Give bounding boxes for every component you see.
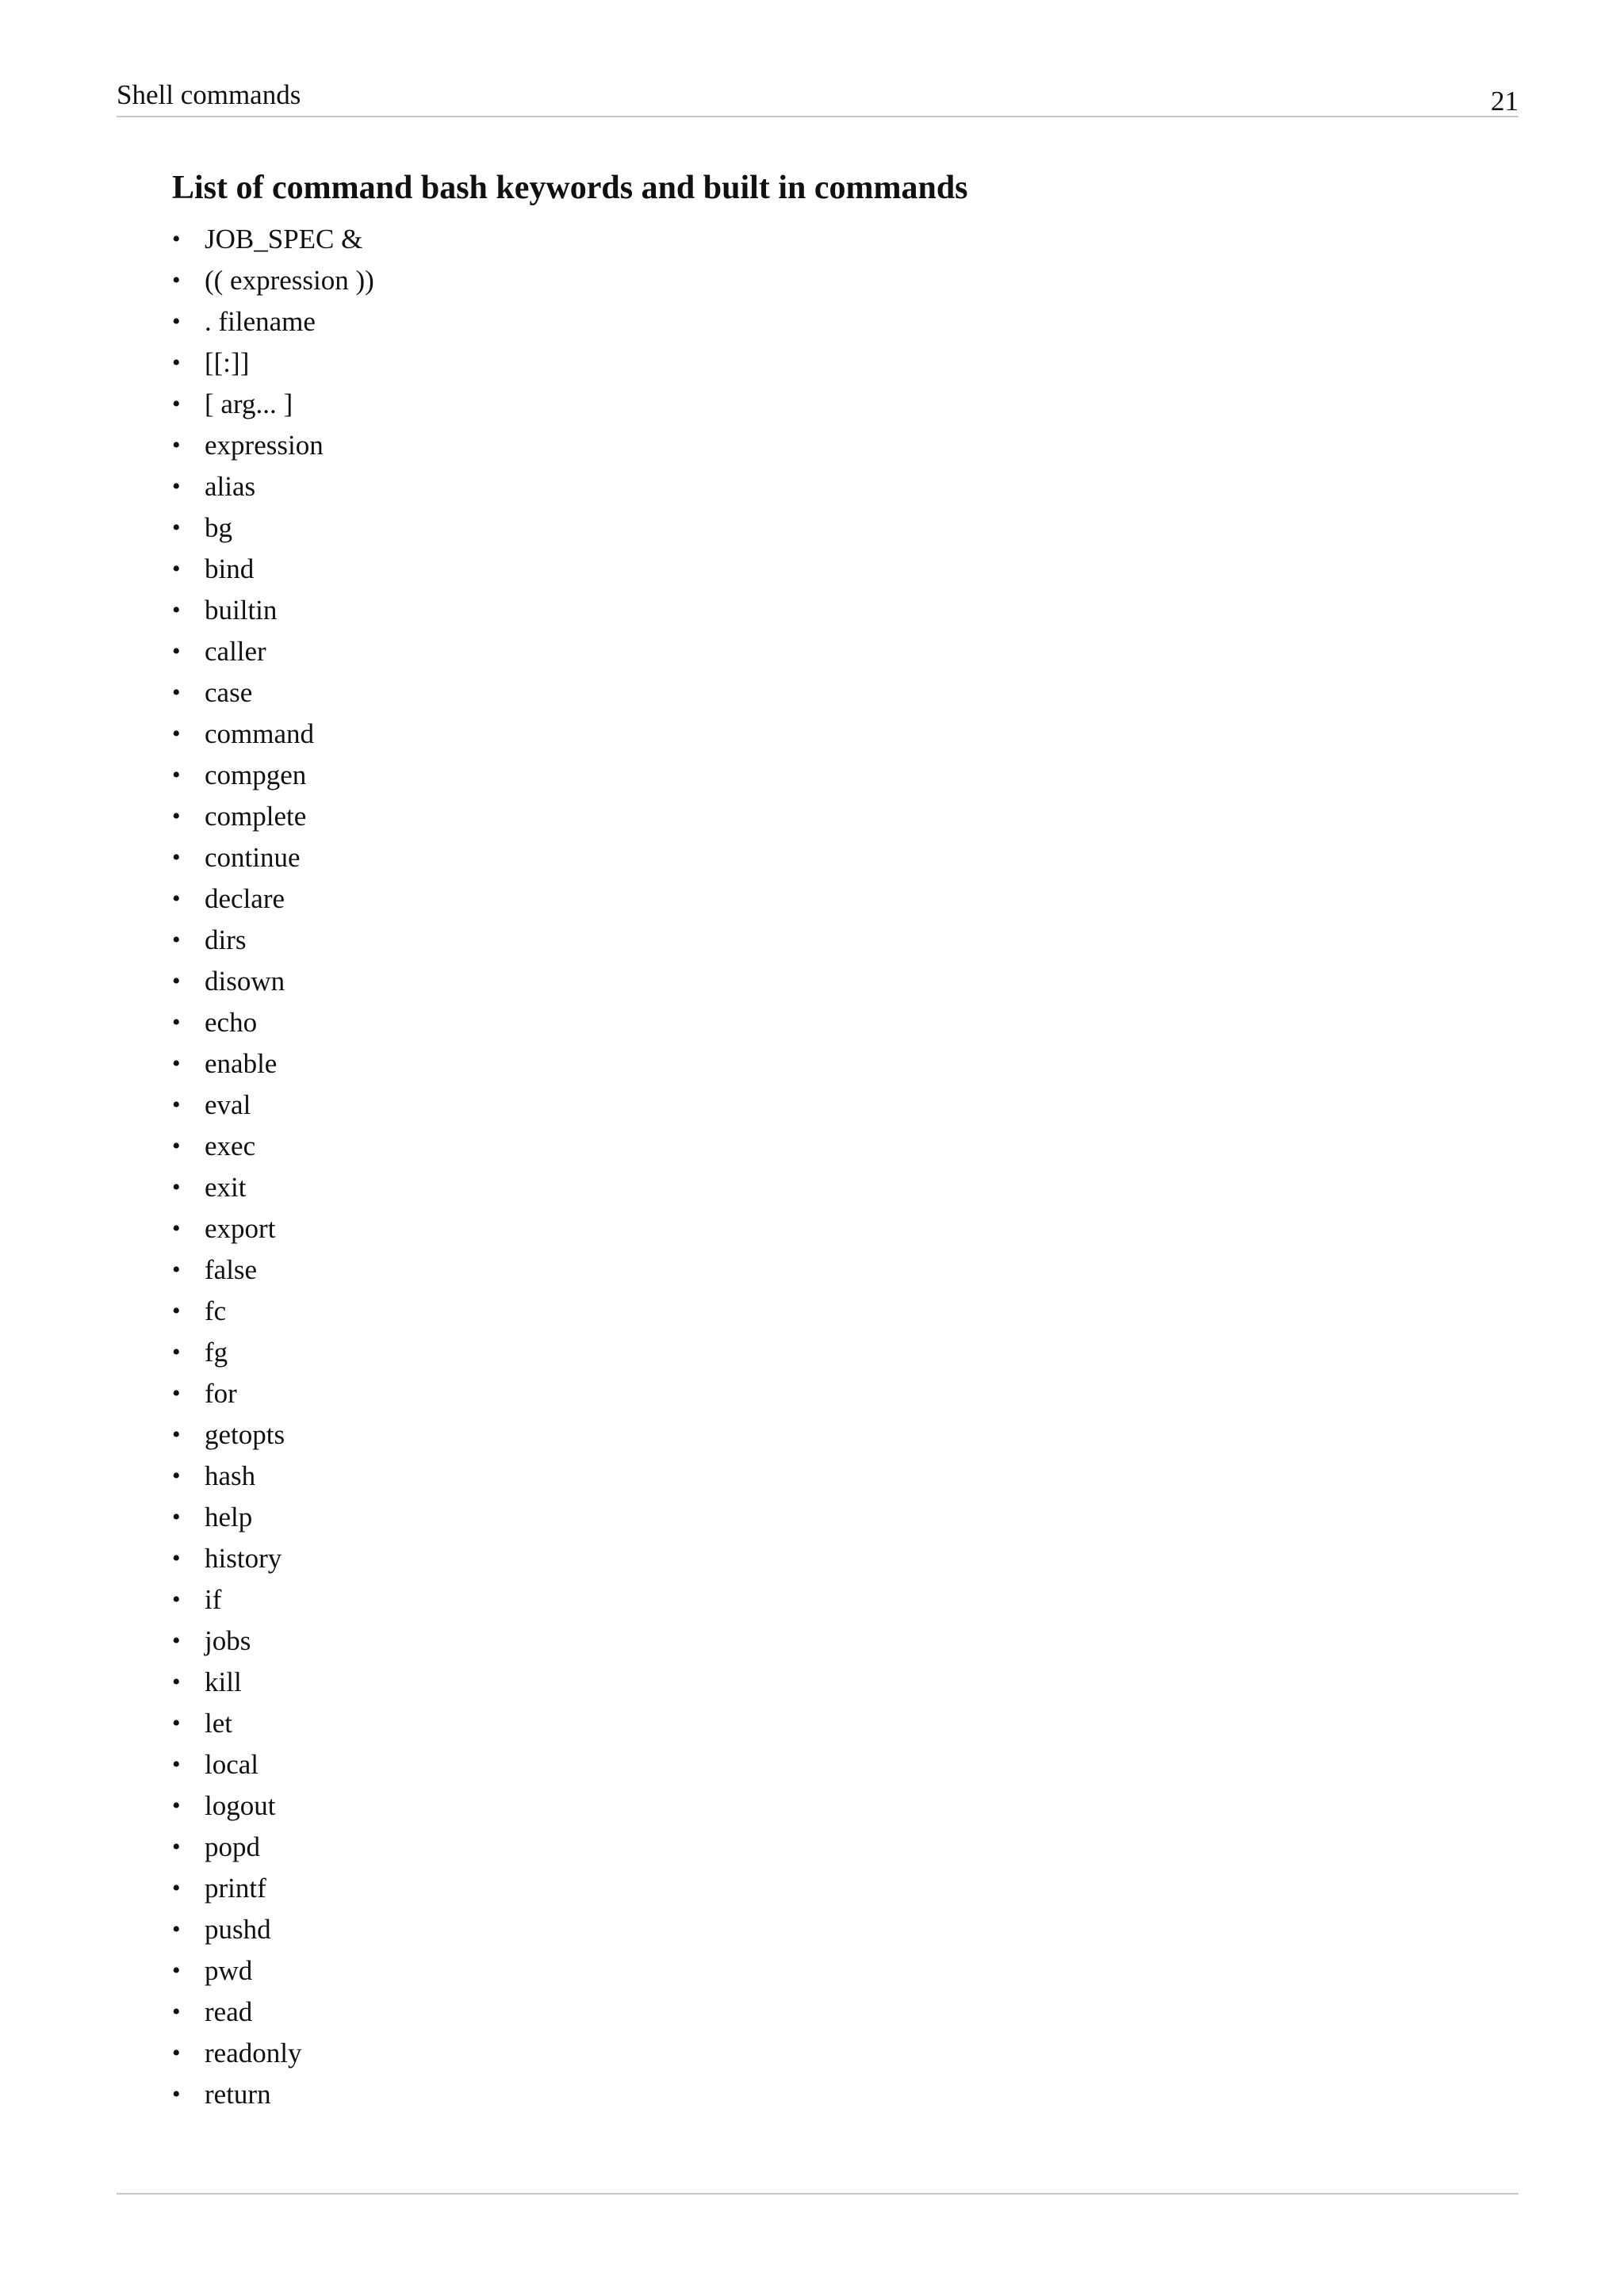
list-item-label: continue: [205, 842, 301, 873]
bullet-icon: •: [172, 597, 181, 623]
bullet-icon: •: [172, 1092, 181, 1118]
footer-divider: [117, 2193, 1519, 2195]
bullet-icon: •: [172, 1586, 181, 1613]
list-item-label: jobs: [205, 1625, 251, 1656]
list-item-label: getopts: [205, 1419, 285, 1450]
list-item-label: . filename: [205, 306, 316, 337]
section-heading: List of command bash keywords and built in commands: [172, 170, 968, 206]
bullet-icon: •: [172, 762, 181, 788]
bullet-icon: •: [172, 927, 181, 953]
bullet-icon: •: [172, 226, 181, 252]
bullet-icon: •: [172, 1999, 181, 2025]
list-item-label: read: [205, 1996, 253, 2027]
bullet-icon: •: [172, 515, 181, 541]
list-item-label: printf: [205, 1873, 266, 1904]
bullet-icon: •: [172, 1957, 181, 1984]
bullet-icon: •: [172, 1050, 181, 1077]
list-item-label: [[:]]: [205, 347, 250, 378]
bullet-icon: •: [172, 1504, 181, 1530]
bullet-icon: •: [172, 1545, 181, 1571]
bullet-icon: •: [172, 968, 181, 994]
list-item-label: popd: [205, 1831, 260, 1862]
running-header: [117, 76, 1519, 116]
list-item-label: fg: [205, 1337, 228, 1368]
list-item-label: (( expression )): [205, 265, 374, 296]
list-item-label: expression: [205, 430, 324, 461]
bullet-icon: •: [172, 1174, 181, 1200]
bullet-icon: •: [172, 1422, 181, 1448]
list-item-label: alias: [205, 471, 256, 502]
list-item-label: pwd: [205, 1955, 253, 1986]
bullet-icon: •: [172, 350, 181, 376]
list-item-label: caller: [205, 636, 266, 667]
bullet-icon: •: [172, 844, 181, 871]
bullet-icon: •: [172, 556, 181, 582]
list-item-label: declare: [205, 883, 285, 914]
list-item-label: local: [205, 1749, 259, 1780]
list-item-label: compgen: [205, 760, 307, 790]
list-item-label: logout: [205, 1790, 276, 1821]
list-item-label: builtin: [205, 595, 278, 626]
list-item-label: let: [205, 1708, 232, 1739]
list-item-label: false: [205, 1254, 258, 1285]
header-title: Shell commands: [117, 79, 301, 110]
bullet-icon: •: [172, 1298, 181, 1324]
bullet-icon: •: [172, 391, 181, 417]
list-item-label: export: [205, 1213, 276, 1244]
bullet-icon: •: [172, 638, 181, 664]
bullet-icon: •: [172, 1380, 181, 1406]
bullet-icon: •: [172, 473, 181, 499]
list-item-label: kill: [205, 1667, 242, 1697]
list-item-label: enable: [205, 1048, 278, 1079]
bullet-icon: •: [172, 1669, 181, 1695]
list-item-label: help: [205, 1502, 253, 1533]
bullet-icon: •: [172, 1463, 181, 1489]
list-item-label: history: [205, 1543, 282, 1574]
bullet-icon: •: [172, 308, 181, 335]
bullet-icon: •: [172, 432, 181, 458]
list-item-label: pushd: [205, 1914, 271, 1945]
bullet-icon: •: [172, 679, 181, 706]
list-item-label: case: [205, 677, 253, 708]
list-item-label: exec: [205, 1131, 256, 1161]
bullet-icon: •: [172, 886, 181, 912]
list-item-label: exit: [205, 1172, 247, 1203]
header-divider: [117, 116, 1519, 117]
bullet-icon: •: [172, 267, 181, 293]
bullet-icon: •: [172, 1710, 181, 1736]
bullet-icon: •: [172, 1834, 181, 1860]
list-item-label: echo: [205, 1007, 258, 1038]
bullet-icon: •: [172, 1339, 181, 1365]
bullet-icon: •: [172, 1628, 181, 1654]
list-item-label: fc: [205, 1295, 227, 1326]
list-item-label: for: [205, 1378, 237, 1409]
bullet-icon: •: [172, 1133, 181, 1159]
list-item-label: readonly: [205, 2038, 302, 2068]
list-item-label: [ arg... ]: [205, 388, 293, 419]
list-item-label: hash: [205, 1460, 256, 1491]
bullet-icon: •: [172, 1257, 181, 1283]
bullet-icon: •: [172, 2081, 181, 2107]
bullet-icon: •: [172, 2040, 181, 2066]
list-item-label: command: [205, 718, 315, 749]
bullet-icon: •: [172, 1215, 181, 1242]
list-item-label: complete: [205, 801, 307, 832]
bullet-icon: •: [172, 1793, 181, 1819]
list-item-label: eval: [205, 1089, 251, 1120]
list-item-label: bg: [205, 512, 232, 543]
bullet-icon: •: [172, 1875, 181, 1901]
bullet-icon: •: [172, 721, 181, 747]
list-item-label: dirs: [205, 924, 247, 955]
bullet-icon: •: [172, 803, 181, 829]
bullet-icon: •: [172, 1009, 181, 1035]
list-item-label: JOB_SPEC &: [205, 224, 363, 254]
list-item-label: disown: [205, 966, 285, 997]
list-item-label: if: [205, 1584, 222, 1615]
bullet-icon: •: [172, 1916, 181, 1942]
bullet-icon: •: [172, 1751, 181, 1777]
list-item-label: return: [205, 2079, 271, 2110]
list-item-label: bind: [205, 553, 255, 584]
page-number: 21: [1491, 86, 1519, 117]
